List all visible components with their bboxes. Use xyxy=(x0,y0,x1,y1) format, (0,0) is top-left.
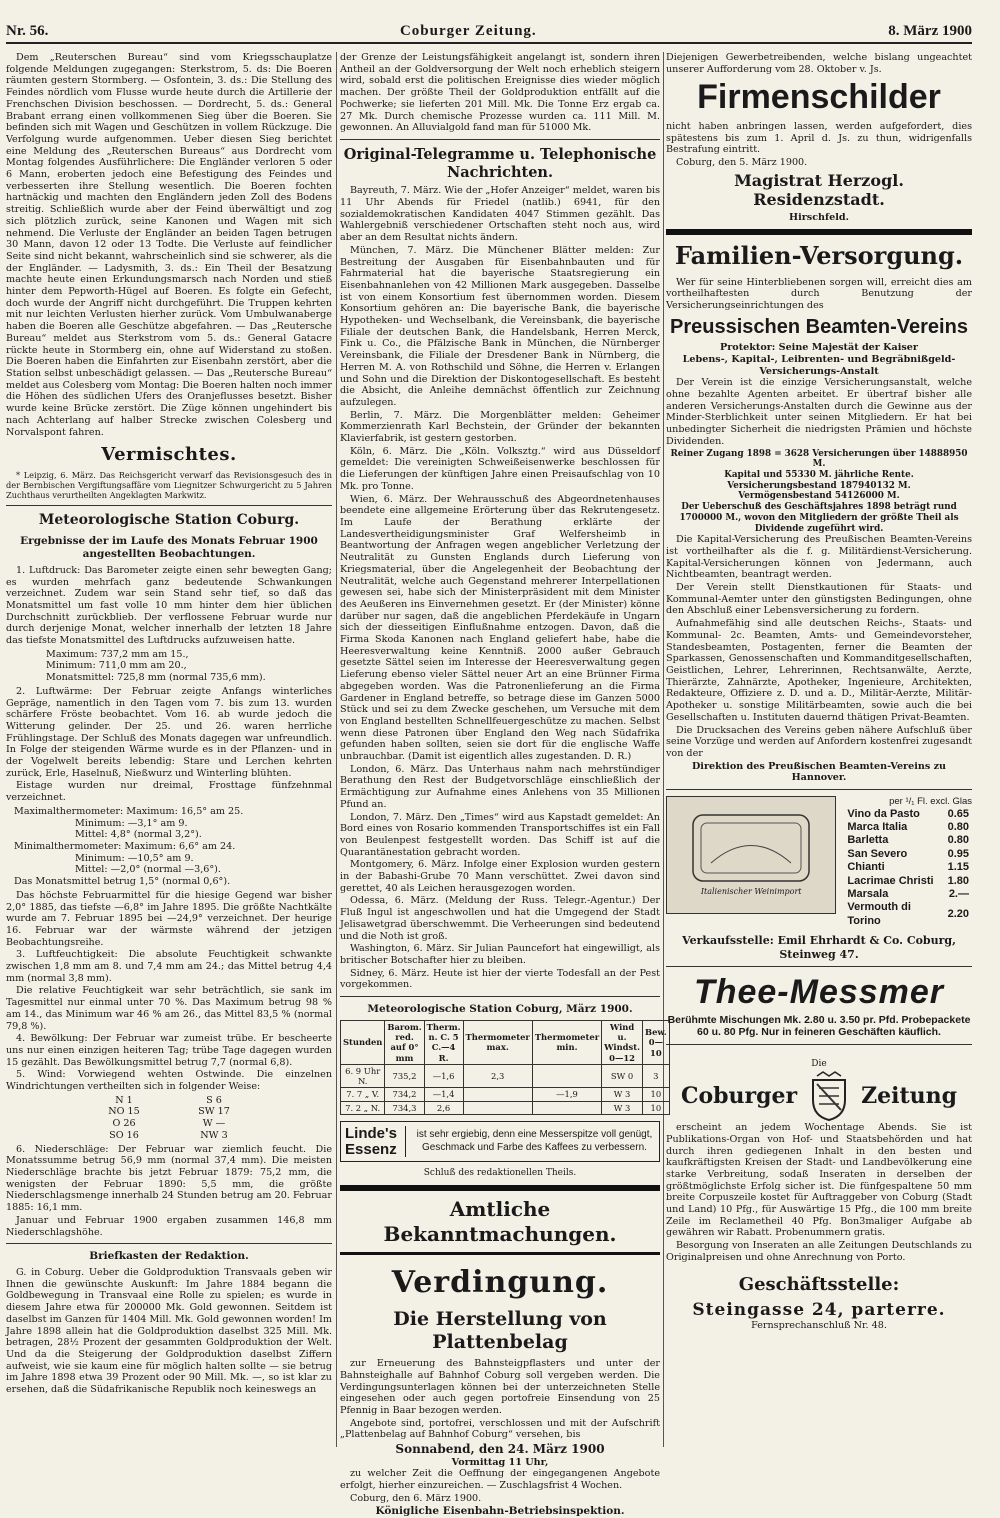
coburger-zeitung-text: Besorgung von Inseraten an alle Zeitungen Deutschlands zu Originalpreisen und ohne Anrechnung von Porto. xyxy=(666,1240,972,1263)
met-februarmittel: Das höchste Februarmittel für die hiesige Gegend war bisher 2,0° 1885, das tiefste —6,8° im Jahre 1895. Die größte Nachtkälte wurde am 7. Februar 1895 bei —24,9° verzeichnet. Der heurige 16. Februar war der wärmste während der jetzigen Beobachtungsreihe. xyxy=(6,889,332,948)
bottle-label-icon xyxy=(691,813,811,883)
table-cell: W 3 xyxy=(602,1088,643,1101)
table-header: Bew. 0—10 xyxy=(643,1020,670,1064)
wine-name: Lacrimae Christi xyxy=(847,874,934,887)
stat-line: Das Monatsmittel betrug 1,5° (normal 0,6°). xyxy=(14,876,231,888)
met-wind: 5. Wind: Vorwiegend wehten Ostwinde. Die einzelnen Windrichtungen vertheilten sich in folgender Weise: xyxy=(6,1069,332,1093)
telegram: Sidney, 6. März. Heute ist hier der vierte Todesfall an der Pest vorgekommen. xyxy=(340,967,660,991)
wind-cell: N 1 xyxy=(115,1094,133,1106)
divider xyxy=(666,966,972,967)
table-cell: 10 xyxy=(643,1088,670,1101)
wine-price: 2.20 xyxy=(947,908,969,921)
wind-cell: NO 15 xyxy=(108,1106,140,1118)
table-header: Wind u. Windst. 0—12 xyxy=(602,1020,643,1064)
divider xyxy=(340,1185,660,1191)
wine-name: Vermouth di Torino xyxy=(847,901,911,927)
issue-date: 8. März 1900 xyxy=(888,22,972,39)
telegram: London, 7. März. Den „Times“ wird aus Kapstadt gemeldet: An Bord eines von Rosario kommenden Transportschiffes ist ein Fall von Beulenpest festgestellt worden. Das Schiff ist auf die Quarantänestation gebracht worden. xyxy=(340,811,660,858)
verein-text: Aufnahmefähig sind alle deutschen Reichs-, Staats- und Kommunal- 2c. Beamten, Amts- und Gemeindevorsteher, Standesbeamten, Postagenten, ferner die Beamten der Sparkassen, Genossenschaften und Kommanditgesellschaften, Geistlichen, Lehrer, Lehrerinnen, Rechtsanwälte, Aerzte, Thierärzte, Zahnärzte, Apotheker, Ingenieure, Architekten, Redakteure, Offiziere z. D. und a. D., Militär-Aerzte, Militär-Apotheker u. sonstige Militärbeamten, sowie auch die bei Gesellschaften u. Instituten dauernd thätigen Privat-Beamten. xyxy=(666,618,972,723)
vermoegensbestand: Vermögensbestand 54126000 M. xyxy=(738,491,900,502)
column-3 xyxy=(666,52,972,1447)
table-cell xyxy=(463,1101,532,1114)
table-row xyxy=(341,1088,670,1101)
table-cell: W 3 xyxy=(602,1101,643,1114)
linde-advertisement xyxy=(340,1121,660,1163)
stat-line: Minimum: —10,5° am 9. xyxy=(14,852,194,864)
telegram: Bayreuth, 7. März. Wie der „Hofer Anzeiger“ meldet, waren bis 11 Uhr Abends für Friedel (natlib.) 6941, für den sozialdemokratischen Kandidaten 4047 Stimmen gezählt. Das Wahlergebniß verschiedener Ortschaften steht noch aus, wird aber an dem Resultat nichts ändern. xyxy=(340,185,660,244)
table-row xyxy=(341,1101,670,1114)
wine-seller: Verkaufsstelle: Emil Ehrhardt & Co. Coburg, Steinweg 47. xyxy=(682,934,956,961)
divider xyxy=(340,996,660,997)
list-item xyxy=(844,861,972,874)
table-cell: —1,9 xyxy=(532,1088,601,1101)
table-header-row xyxy=(341,1020,670,1064)
thee-messmer-heading: Thee-Messmer xyxy=(693,973,945,1012)
stat-line: Mittel: 4,8° (normal 3,2°). xyxy=(14,829,202,841)
telegram: London, 6. März. Das Unterhaus nahm nach mehrstündiger Berathung den Rest der Budgetvorschläge einschließlich der Ermächtigung zur Aufnahme eines Anlehens von 35 Millionen Pfund an. xyxy=(340,763,660,810)
firmenschilder-intro: Diejenigen Gewerbetreibenden, welche bislang ungeachtet unserer Aufforderung vom 28. Oktober v. Js. xyxy=(666,52,972,75)
magistrat-signature: Magistrat Herzogl. Residenzstadt. xyxy=(734,170,904,210)
met-feuchtigkeit: 3. Luftfeuchtigkeit: Die absolute Feuchtigkeit schwankte zwischen 1,8 mm am 8. und 7,4 mm am 24.; das Mittel betrug 4,4 mm (normal 3,8 mm). xyxy=(6,949,332,984)
authority-signature: Königliche Eisenbahn-Betriebsinspektion. xyxy=(375,1505,625,1518)
wine-price: 1.15 xyxy=(947,861,969,874)
wine-name: Barletta xyxy=(847,834,889,847)
met-station-heading: Meteorologische Station Coburg. xyxy=(38,512,300,529)
coburger-zeitung-title xyxy=(666,1070,972,1122)
met-luftwaerme: 2. Luftwärme: Der Februar zeigte Anfangs winterliches Gepräge, namentlich in den Tagen vom 7. bis zum 13. wurden schärfere Fröste beobachtet. Vom 16. ab wurde jedoch die Witterung gelinder. Der 25. und 26. waren herrliche Frühlingstage. Der Schluß des Monats dagegen war unfreundlich. In Folge der steigenden Wärme wurde es in der Pflanzen- und in der Vogelwelt bereits lebendig: Stare und Lerchen kehrten zurück, Erle, Haselnuß, Nießwurz und Winterling blühten. xyxy=(6,685,332,779)
geschaeftsstelle-heading: Geschäftsstelle: xyxy=(738,1273,900,1295)
direktion: Direktion des Preußischen Beamten-Vereins zu Hannover. xyxy=(691,760,946,784)
cz-title-left: Coburger xyxy=(680,1082,798,1109)
submission-time: Vormittag 11 Uhr, xyxy=(451,1456,549,1468)
divider xyxy=(666,229,972,235)
list-item xyxy=(844,875,972,888)
table-cell: 7. 7 „ V. xyxy=(341,1088,385,1101)
wine-price-header: per ¹/₁ Fl. excl. Glas xyxy=(889,796,972,808)
list-item xyxy=(844,888,972,901)
met-luftdruck: 1. Luftdruck: Das Barometer zeigte einen sehr bewegten Gang; es wurden mehrfach ganz bedeutende Schwankungen verzeichnet. Zudem war sein Stand sehr tief, so daß das Monatsmittel um fast volle 10 mm hinter dem hier üblichen Durchschnitt zurückblieb. Der verflossene Februar wurde nur durch derjenige Monat, welcher innerhalb der letzten 18 Jahre das tiefste Monatsmittel des Luftdrucks aufzuweisen hatte. xyxy=(6,564,332,647)
wine-price: 2.— xyxy=(948,888,969,901)
wind-table xyxy=(79,1095,259,1142)
phone-number: Fernsprechanschluß Nr. 48. xyxy=(751,1320,887,1332)
stat-line: Minimalthermometer: Maximum: 6,6° am 24. xyxy=(14,841,236,852)
firmenschilder-date: Coburg, den 5. März 1900. xyxy=(676,156,808,168)
table-cell xyxy=(463,1088,532,1101)
stat-line: Minimum: —3,1° am 9. xyxy=(14,817,188,829)
verein-text: Der Verein stellt Dienstkautionen für Staats- und Kommunal-Aemter unter den günstigsten Bedingungen, ohne den Abschluß einer Lebensversicherung zu fordern. xyxy=(666,582,972,617)
wine-label-text: Italienischer Weinimport xyxy=(700,887,802,897)
amtliche-heading: Amtliche Bekanntmachungen. xyxy=(383,1197,617,1246)
table-cell: —1,4 xyxy=(424,1088,463,1101)
verein-text: Die Drucksachen des Vereins geben nähere Aufschluß über seine Vorzüge und werden auf Anfordern kostenfrei zugesandt von der xyxy=(666,724,972,759)
wine-name: Vino da Pasto xyxy=(847,807,920,820)
ueberschuss: Der Ueberschuß des Geschäftsjahres 1898 beträgt rund 1700000 M., wovon den Mitgliedern der größte Theil als Dividende zugeführt wird. xyxy=(679,502,959,534)
briefkasten-heading: Briefkasten der Redaktion. xyxy=(89,1250,249,1263)
versicherungsbestand: Versicherungsbestand 187940132 M. xyxy=(727,480,911,491)
vermischtes-text: * Leipzig, 6. März. Das Reichsgericht verwarf das Revisionsgesuch des in der Bernbischen Vergiftungsaffäre vom Liegnitzer Schwurgericht zu 5 Jahren Zuchthaus verurtheilten Angeklagten Markwitz. xyxy=(6,470,332,501)
met-luftdruck-stats xyxy=(46,649,332,684)
table-cell: 3 xyxy=(643,1064,670,1088)
table-header: Barom. red. auf 0° mm xyxy=(385,1020,424,1064)
wine-name: Marsala xyxy=(847,888,889,901)
cz-title-right: Zeitung xyxy=(861,1082,958,1109)
met-thermo-stats xyxy=(14,806,332,888)
war-report: Dem „Reuterschen Bureau“ sind vom Kriegsschauplatze folgende Meldungen zugegangen: Sterkstrom, 5. ds: Die Boeren räumten gestern Stormberg. — Osfontein, 3. ds.: Die Stellung des Feindes nördlich vom Flusse wurde heute durch die Artillerie der Frenchschen Division beschossen. — Dordrecht, 5. ds.: General Brabant errang einen vollkommenen Sieg über die Boeren. Sie befinden sich mit Wagen und Geschützen in vollem Rückzuge. Die Verfolgung wurde aufgenommen. Ueber diesen Sieg berichtet eine Meldung des „Reuterschen Bureaus“ aus Dordrecht vom Montag folgendes Ausführlichere: Die Engländer verloren 5 oder 6 Mann, eroberten jedoch eine Befestigung des Feindes und verbesserten ihre Stellung wesentlich. Die Boeren fochten hartnäckig und machten den Engländern jeden Zoll des Bodens streitig. Schließlich wurde aber der Feind überwältigt und zog sich plötzlich zurück, seine Kanonen und Wagen mit sich nehmend. Die Verluste der Engländer an beiden Tagen betrugen 30 Mann, davon 12 oder 13 Todte. Die Verluste auf feindlicher Seite sind nicht bekannt, wahrscheinlich sind sie schwerer, als die der Engländer. — Ladysmith, 3. ds.: Ein Theil der Besatzung machte heute einen Erkundungsmarsch nach Norden und stieß hinter dem Pepworth-Hügel auf Boeren. Es folgte ein Gefecht, doch wurde der Angriff nicht durchgeführt. Die Truppen kehrten mit nur leichten Verlusten hierher zurück. Vom Umbulwanaberge haben die Boeren alle Geschütze abgefahren. — Das „Reutersche Bureau“ meldet aus Sterkstrom vom 5. ds.: General Gatacre rückte heute in Stormberg ein, ohne auf Widerstand zu stoßen. Die Boeren haben die Einfahrten zur Eisenbahn zerstört, aber die Station selbst unbeschädigt gelassen. — Das „Reutersche Bureau“ meldet aus Colesberg vom Montag: Die Boeren halten noch immer die Höhen des südlichen Ufers des Oranjeflusses besetzt. Bisher wurde keine Brücke zerstört. Die Züge können ungehindert bis nach Achterlang auf halber Strecke zwischen Colesberg und Norvalspont fahren. xyxy=(6,52,332,438)
met-rel-feuchtigkeit: Die relative Feuchtigkeit war sehr beträchtlich, sie sank im Tagesmittel nur einmal unter 70 %. Das Maximum betrug 98 % am 14., das Minimum war 46 % am 26., das Mittel 83,5 % (normal 79,8 %). xyxy=(6,985,332,1032)
submission-date: Sonnabend, den 24. März 1900 xyxy=(395,1442,605,1457)
table-header: Stunden xyxy=(341,1020,385,1064)
telegram: Köln, 6. März. Die „Köln. Volksztg.“ wird aus Düsseldorf gemeldet: Die vereinigten Schweißeisenwerke beschlossen für die Lieferungen der künftigen Jahre einen Preisaufschlag von 10 Mk. pro Tonne. xyxy=(340,445,660,492)
preuss-beamten-verein: Preussischen Beamten-Vereins xyxy=(670,315,968,338)
plattenbelag-date: Coburg, den 6. März 1900. xyxy=(350,1492,482,1504)
table-cell: 734,2 xyxy=(385,1088,424,1101)
table-cell xyxy=(532,1064,601,1088)
wine-table xyxy=(844,808,972,929)
coat-of-arms-icon xyxy=(807,1070,851,1122)
stat-line: Monatsmittel: 725,8 mm (normal 735,6 mm). xyxy=(46,672,266,684)
kapital: Kapital und 55330 M. jährliche Rente. xyxy=(724,469,914,480)
telegram: Berlin, 7. März. Die Morgenblätter melden: Geheimer Kommerzienrath Karl Bechstein, der Gründer der bekannten Klavierfabrik, ist gestern gestorben. xyxy=(340,409,660,445)
divider xyxy=(666,789,972,790)
plattenbelag-heading: Die Herstellung von Plattenbelag xyxy=(393,1307,607,1353)
plattenbelag-text: zur Erneuerung des Bahnsteigpflasters und unter der Bahnsteighalle auf Bahnhof Coburg soll vergeben werden. Die Verdingungsunterlagen können bei der unterzeichneten Stelle eingesehen oder auch gegen portofreie Einsendung von 25 Pfennig in Baar bezogen werden. xyxy=(340,1358,660,1416)
column-1 xyxy=(6,52,332,1447)
vermischtes-heading: Vermischtes. xyxy=(101,444,237,466)
met-niederschlag-summe: Januar und Februar 1900 ergaben zusammen 146,8 mm Niederschlagshöhe. xyxy=(6,1214,332,1238)
coburger-zeitung-text: erscheint an jedem Wochentage Abends. Sie ist Publikations-Organ von Hof- und Staatsbehörden und hat durch ihren gediegenen Inhalt in den besten und kaufkräftigsten Kreisen der Stadt- und Landbevölkerung eine starke Verbreitung, sodaß Inseraten in derselben der größtmöglichste Erfolg sicher ist. Die fünfgespaltene 50 mm breite Corpuszeile kostet für Auftraggeber von Coburg (Stadt und Land) 10 Pfg., für Auswärtige 15 Pfg., die 100 mm breite Zeile im Reclametheil 40 Pfg. Bon3maliger Aufgabe ab gewähren wir Rabatt. Probenummern gratis. xyxy=(666,1122,972,1239)
wind-cell: SO 16 xyxy=(109,1129,139,1141)
wine-label-image xyxy=(666,796,836,914)
wine-name: San Severo xyxy=(847,847,908,860)
masthead xyxy=(6,20,972,44)
table-header: Therm. n. C. 5 C.—4 R. xyxy=(424,1020,463,1064)
list-item xyxy=(844,834,972,847)
table-header: Thermometer min. xyxy=(532,1020,601,1064)
die-label: Die xyxy=(811,1059,827,1070)
met-station-subheading: Ergebnisse der im Laufe des Monats Februar 1900 angestellten Beobachtungen. xyxy=(20,535,318,561)
protektor: Protektor: Seine Majestät der Kaiser xyxy=(720,342,918,354)
table-cell xyxy=(532,1101,601,1114)
plattenbelag-text: zu welcher Zeit die Oeffnung der eingegangenen Angebote erfolgt, hierher einzureichen. — Zuschlagsfrist 4 Wochen. xyxy=(340,1468,660,1492)
telegram: Odessa, 6. März. (Meldung der Russ. Telegr.-Agentur.) Der Fluß Ingul ist angeschwollen und hat die Umgegend der Stadt Jelisawetgrad überschwemmt. Die Verheerungen sind bedeutend und die Noth ist groß. xyxy=(340,895,660,942)
verein-text: Der Verein ist die einzige Versicherungsanstalt, welche ohne bezahlte Agenten arbeitet. Er übertraf bisher alle anderen Versicherungs-Anstalten durch die Gewinne aus der Minder-Sterblichkeit unter seinen Mitgliedern. Er hat bei unbedingter Sicherheit die niedrigsten Prämien und höchste Dividenden. xyxy=(666,377,972,447)
stat-line: Maximum: 737,2 mm am 15., xyxy=(46,648,189,660)
met-niederschlag: 6. Niederschläge: Der Februar war ziemlich feucht. Die Monatssumme betrug 56,9 mm (normal 37,4 mm). Die meisten Niederschläge brachte bis jetzt Februar 1879: 75,2 mm, die wenigsten der Februar 1890: 5,5 mm, die größte Niederschlagsmenge innerhalb 24 Stunden betrug am 20. Februar 1885: 16,1 mm. xyxy=(6,1143,332,1214)
wine-price-list xyxy=(844,796,972,928)
divider xyxy=(6,505,332,506)
met-observation-table xyxy=(340,1020,670,1115)
firmenschilder-heading: Firmenschilder xyxy=(697,78,941,117)
geschaeftsstelle-address: Steingasse 24, parterre. xyxy=(692,1299,946,1320)
wine-name: Chianti xyxy=(847,861,885,874)
plattenbelag-text: Angebote sind, portofrei, verschlossen und mit der Aufschrift „Plattenbelag auf Bahnhof Coburg“ versehen, bis xyxy=(340,1417,660,1441)
wine-price: 0.95 xyxy=(947,847,969,860)
divider xyxy=(340,139,660,140)
linde-brand-line: Essenz xyxy=(345,1140,397,1158)
divider xyxy=(340,1252,660,1255)
linde-brand xyxy=(345,1126,406,1158)
table-cell: 2,3 xyxy=(463,1064,532,1088)
zugang: Reiner Zugang 1898 = 3628 Versicherungen über 14888950 M. xyxy=(670,448,968,470)
wine-advertisement xyxy=(666,796,972,928)
verdingung-heading: Verdingung. xyxy=(391,1265,609,1301)
wind-cell: NW 3 xyxy=(200,1129,228,1141)
linde-text: ist sehr ergiebig, denn eine Messerspitze voll genügt, Geschmack und Farbe des Kaffees zu verbessern. xyxy=(416,1129,653,1153)
met-table-heading: Meteorologische Station Coburg, März 1900. xyxy=(367,1003,633,1016)
table-cell: 735,2 xyxy=(385,1064,424,1088)
wine-name: Marca Italia xyxy=(847,821,908,834)
met-eistage: Eistage wurden nur dreimal, Frosttage fünfzehnmal verzeichnet. xyxy=(6,780,332,804)
wind-cell: W — xyxy=(202,1118,226,1130)
table-cell: 2,6 xyxy=(424,1101,463,1114)
editorial-end-note: Schluß des redaktionellen Theils. xyxy=(423,1168,577,1179)
column-divider xyxy=(336,52,337,1447)
official-signature: Hirschfeld. xyxy=(789,211,849,223)
versicherungs-anstalt: Lebens-, Kapital-, Leibrenten- und Begräbnißgeld-Versicherungs-Anstalt xyxy=(682,353,956,377)
stat-line: Mittel: —2,0° (normal —3,6°). xyxy=(14,864,221,876)
table-cell: 10 xyxy=(643,1101,670,1114)
list-item xyxy=(844,808,972,821)
list-item xyxy=(844,821,972,834)
divider xyxy=(666,1044,972,1045)
telegram: Washington, 6. März. Sir Julian Pauncefort hat eingewilligt, als britischer Botschafter hier zu bleiben. xyxy=(340,943,660,966)
table-cell: 734,3 xyxy=(385,1101,424,1114)
table-row xyxy=(341,1064,670,1088)
firmenschilder-text: nicht haben anbringen lassen, werden aufgefordert, dies spätestens bis zum 1. April d. Js. zu thun, widrigenfalls Bestrafung eintritt. xyxy=(666,120,972,156)
wine-price: 0.80 xyxy=(947,821,969,834)
column-divider xyxy=(663,52,664,1447)
table-cell: 7. 2 „ N. xyxy=(341,1101,385,1114)
telegram: München, 7. März. Die Münchener Blätter melden: Zur Bestreitung der Ausgaben für Eisenbahnbauten und für Fahrmaterial hat die bayerische Staatsregierung ein Eisenbahnanlehen von 42 Millionen Mark ausgegeben. Dasselbe ist von einem Konsortium fest übernommen worden. Diesem Konsortium gehören an: Die bayerische Bank, die bayerische Hypotheken- und Wechselbank, die Vereinsbank, die bayerische Filiale der deutschen Bank, die Handelsbank, Herren Merck, Fink u. Co., die Pfälzische Bank in München, die Nürnberger Vereinsbank, die Filiale der Dresdener Bank in Nürnberg, die Herren M. A. von Rothschild und Söhne, die Herren v. Erlangen und Sohn und die Direktion der Diskontogesellschaft. Es besteht die Absicht, die Anleihe demnächst öffentlich zur Zeichnung aufzulegen. xyxy=(340,244,660,408)
table-cell: 6. 9 Uhr N. xyxy=(341,1064,385,1088)
issue-number: Nr. 56. xyxy=(6,22,49,39)
table-cell: —1,6 xyxy=(424,1064,463,1088)
telegram: Montgomery, 6. März. Infolge einer Explosion wurden gestern in der Babashi-Grube 70 Mann verschüttet. Zwei davon sind gerettet, 40 als Leichen herausgezogen worden. xyxy=(340,859,660,894)
table-cell: SW 0 xyxy=(602,1064,643,1088)
wind-cell: S 6 xyxy=(206,1094,222,1106)
met-bewoelkung: 4. Bewölkung: Der Februar war zumeist trübe. Er bescheerte uns nur einen einzigen heiteren Tag; trübe Tage dagegen wurden 15 gezählt. Das Bewölkungsmittel betrug 7,7 (normal 6,8). xyxy=(6,1033,332,1068)
stat-line: Minimum: 711,0 mm am 20., xyxy=(46,660,187,672)
telegrams-heading: Original-Telegramme u. Telephonische Nachrichten. xyxy=(343,145,657,181)
wine-price: 0.80 xyxy=(947,834,969,847)
list-item xyxy=(844,901,972,928)
newspaper-title: Coburger Zeitung. xyxy=(399,22,537,39)
verein-text: Die Kapital-Versicherung des Preußischen Beamten-Vereins ist vortheilhafter als die f. g. Militärdienst-Versicherung. Kapital-Versicherungen können von Jedermann, auch Nichtbeamten, beantragt werden. xyxy=(666,534,972,581)
wind-cell: SW 17 xyxy=(198,1106,230,1118)
telegram: Wien, 6. März. Der Wehrausschuß des Abgeordnetenhauses beendete eine allgemeine Erörterung über das Rekrutengesetz. Im Laufe der Berathung erklärte der Landesvertheidigungsminister Graf Welfersheimb in Beantwortung der Anfragen wegen angeblicher Verletzung der Neutralität zu Gunsten Englands durch Lieferung von Kriegsmaterial, über die Angelegenheit der Beobachtung der Neutralität, welche auch Gegenstand mehrerer Interpellationen gewesen sei, habe sich der Ministerpräsident mit dem Minister des Aeußeren ins Einvernehmen gesetzt. Er (der Minister) könne darüber nur sagen, daß die angeblichen Pferdekäufe in Ungarn sich der diesseitigen Einflußnahme entzogen. Davon, daß die Firma Skoda Kanonen nach England geliefert habe, habe die Heeresverwaltung keine Kenntniß. 2000 außer Gebrauch gesetzte Sättel seien im Interesse der Heeresverwaltung gegen Lieferung ebenso vieler Sättel neuer Art an eine Brünner Firma abgegeben worden. Was die Patronenlieferung an die Firma Gardener in England betreffe, so betrage diese im Ganzen 5000 Stück und sei zu dem Zwecke geschehen, um Versuche mit dem von England bestellten Schnellfeuergeschütze zu machen. Selbst wenn diese Patronen über England den Weg nach Südafrika gefunden haben sollten, seien sie dort für die englische Waffe unbrauchbar. (Damit ist eigentlich alles zugestanden. D. R.) xyxy=(340,493,660,763)
thee-messmer-text: Berühmte Mischungen Mk. 2.80 u. 3.50 pr. Pfd. Probepackete 60 u. 80 Pfg. Nur in feineren Geschäften käuflich. xyxy=(667,1013,971,1039)
wine-price: 1.80 xyxy=(947,874,969,887)
wine-price: 0.65 xyxy=(947,807,969,820)
table-header: Thermometer max. xyxy=(463,1020,532,1064)
column-2 xyxy=(340,52,667,1518)
wind-cell: O 26 xyxy=(112,1118,136,1130)
familien-text: Wer für seine Hinterbliebenen sorgen will, erreicht dies am vortheilhaftesten durch Benutzung der Versicherungseinrichtungen des xyxy=(666,276,972,312)
divider xyxy=(6,1243,332,1244)
familien-heading: Familien-Versorgung. xyxy=(674,241,964,271)
goldproduction-continued: der Grenze der Leistungsfähigkeit angelangt ist, sondern ihren Antheil an der Goldversorgung der Welt noch erheblich steigern wird, sobald erst die politischen Ereignisse dies wieder möglich machen. Der größte Theil der Goldproduktion entfällt auf die Pochwerke; sie lieferten 201 Mill. Mk. Die Tonne Erz ergab ca. 27 Mk. Durch chemische Prozesse wurden ca. 111 Mill. M. gewonnen. An Alluvialgold fand man für 51000 Mk. xyxy=(340,52,660,134)
briefkasten-text: G. in Coburg. Ueber die Goldproduktion Transvaals geben wir Ihnen die gewünschte Auskunft: Im Jahre 1884 begann die Goldbewegung in Transvaal eine Rolle zu spielen; es wurde in diesem Jahre etwa für 200000 Mk. Gold gewonnen. Seitdem ist daselbst im Ganzen für 1404 Mill. Mk. Gold gewonnen worden! Im Jahre 1898 allein hat die Goldproduktion daselbst 325 Mill. Mk. betragen, 28½ Prozent der gesammten Goldproduktion der Welt. Und da die Steigerung der Goldproduktion daselbst Ziffern aufweist, wie sie kaum eine für möglich halten sollte — sie betrug im Jahre 1898 etwa 39 Prozent oder 90 Mill. Mk. —, so ist klar zu ersehen, daß die Südafrikanische Republik noch keineswegs an xyxy=(6,1267,332,1396)
stat-line: Maximalthermometer: Maximum: 16,5° am 25. xyxy=(14,805,244,817)
list-item xyxy=(844,848,972,861)
linde-brand-line: Linde's xyxy=(345,1124,397,1142)
